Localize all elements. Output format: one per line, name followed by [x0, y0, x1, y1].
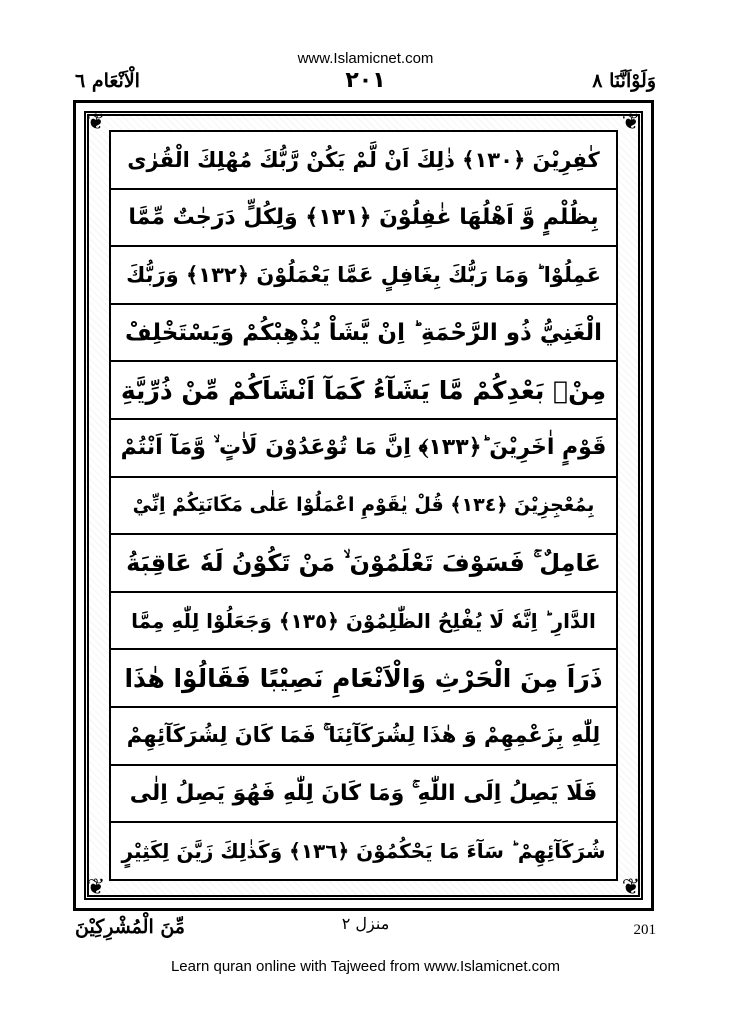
- juz-name: وَلَوْاَنَّنَا ٨: [592, 70, 656, 92]
- verse-line: الْغَنِيُّ ذُو الرَّحْمَةِ ؕ اِنْ يَّشَاْ يُذْهِبْكُمْ وَيَسْتَخْلِفْ: [111, 305, 616, 363]
- surah-name: الْاَنْعَام ٦: [75, 70, 140, 92]
- corner-ornament-icon: ❦: [86, 110, 106, 135]
- verse-line: الدَّارِ ؕ اِنَّهٗ لَا يُفْلِحُ الظّٰلِمُوْنَ ﴿١٣٥﴾ وَجَعَلُوْا لِلّٰهِ مِمَّا: [111, 593, 616, 651]
- page-header: [75, 70, 656, 100]
- manzil-label: منزل ٢: [341, 914, 390, 933]
- verse-text-panel: [109, 130, 618, 881]
- quran-page-frame: [73, 100, 654, 911]
- verse-line: عَمِلُوْا ؕ وَمَا رَبُّكَ بِغَافِلٍ عَمَّا يَعْمَلُوْنَ ﴿١٣٢﴾ وَرَبُّكَ: [111, 247, 616, 305]
- verse-line: فَلَا يَصِلُ اِلَى اللّٰهِ ۚ وَمَا كَانَ لِلّٰهِ فَهُوَ يَصِلُ اِلٰى: [111, 766, 616, 824]
- catchword: مِّنَ الْمُشْرِكِيْنَ: [75, 916, 185, 938]
- verse-line: ذَرَاَ مِنَ الْحَرْثِ وَالْاَنْعَامِ نَصِيْبًا فَقَالُوْا هٰذَا: [111, 650, 616, 708]
- verse-line: بِظُلْمٍ وَّ اَهْلُهَا غٰفِلُوْنَ ﴿١٣١﴾ وَلِكُلٍّ دَرَجٰتٌ مِّمَّا: [111, 190, 616, 248]
- verse-line: لِلّٰهِ بِزَعْمِهِمْ وَ هٰذَا لِشُرَكَآئِنَا ۚ فَمَا كَانَ لِشُرَكَآئِهِمْ: [111, 708, 616, 766]
- verse-line: شُرَكَآئِهِمْ ؕ سَآءَ مَا يَحْكُمُوْنَ ﴿١٣٦﴾ وَكَذٰلِكَ زَيَّنَ لِكَثِيْرٍ: [121, 839, 606, 864]
- page-number-arabic: ٢٠١: [345, 68, 386, 93]
- verse-line: كٰفِرِيْنَ ﴿١٣٠﴾ ذٰلِكَ اَنْ لَّمْ يَكُنْ رَّبُّكَ مُهْلِكَ الْقُرٰى: [111, 132, 616, 190]
- page-footer: [75, 914, 656, 950]
- corner-ornament-icon: ❦: [86, 875, 106, 900]
- ornamental-border: [84, 111, 643, 900]
- corner-ornament-icon: ❦: [621, 875, 641, 900]
- verse-line: عَامِلٌ ۚ فَسَوْفَ تَعْلَمُوْنَ ۙ مَنْ تَكُوْنُ لَهٗ عَاقِبَةُ: [111, 535, 616, 593]
- site-url: www.Islamicnet.com: [297, 50, 434, 67]
- promo-text: Learn quran online with Tajweed from www.Islamicnet.com: [170, 958, 561, 975]
- verse-line: مِنْۢ بَعْدِكُمْ مَّا يَشَآءُ كَمَآ اَنْشَاَكُمْ مِّنْ ذُرِّيَّةِ: [111, 362, 616, 420]
- verse-line: قَوْمٍ اٰخَرِيْنَ ؕ﴿١٣٣﴾ اِنَّ مَا تُوْعَدُوْنَ لَاٰتٍ ۙ وَّمَآ اَنْتُمْ: [111, 420, 616, 478]
- page-number: 201: [633, 922, 656, 938]
- corner-ornament-icon: ❦: [621, 110, 641, 135]
- verse-line: بِمُعْجِزِيْنَ ﴿١٣٤﴾ قُلْ يٰقَوْمِ اعْمَلُوْا عَلٰى مَكَانَتِكُمْ اِنِّيْ: [111, 478, 616, 536]
